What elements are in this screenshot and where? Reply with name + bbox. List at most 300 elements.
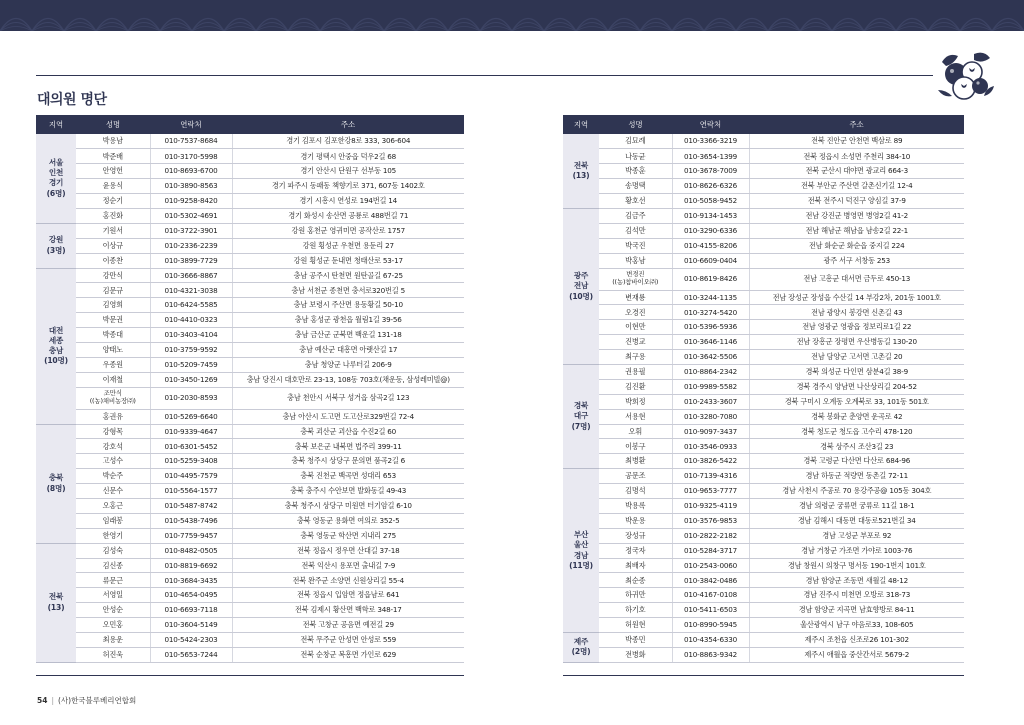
table-row <box>563 238 964 253</box>
address-cell: 경기 안산시 단원구 선부동 105 <box>232 164 464 179</box>
name-cell: 조만식 ((농)채비농장㈜) <box>76 387 150 409</box>
address-cell: 전남 담양군 고서면 고촌길 20 <box>749 350 964 365</box>
phone-cell: 010-3826-5422 <box>672 454 749 469</box>
phone-cell: 010-9258-8420 <box>150 194 232 209</box>
table-row <box>36 543 464 558</box>
table-row <box>563 379 964 394</box>
address-cell: 충남 보령시 주산면 용동황길 50-10 <box>232 298 464 313</box>
table-row <box>563 335 964 350</box>
name-cell: 최순종 <box>599 573 672 588</box>
phone-cell: 010-3450-1269 <box>150 372 232 387</box>
name-cell: 김석만 <box>599 223 672 238</box>
name-cell: 송명택 <box>599 179 672 194</box>
name-cell: 우종원 <box>76 357 150 372</box>
table-row <box>563 149 964 164</box>
address-cell: 충남 천안시 서북구 성거읍 삼곡2길 123 <box>232 387 464 409</box>
header-phone: 연락처 <box>150 115 232 134</box>
address-cell: 전북 무주군 안성면 안성로 559 <box>232 633 464 648</box>
name-cell: 박순주 <box>76 469 150 484</box>
region-cell: 서울 인천 경기 (6명) <box>36 134 76 223</box>
name-cell: 최용운 <box>76 633 150 648</box>
phone-cell: 010-5487-8742 <box>150 498 232 513</box>
name-cell: 홍진화 <box>76 208 150 223</box>
phone-cell: 010-5653-7244 <box>150 647 232 662</box>
phone-cell: 010-9653-7777 <box>672 484 749 499</box>
phone-cell: 010-5424-2303 <box>150 633 232 648</box>
table-row <box>563 454 964 469</box>
region-cell: 전북 (13) <box>36 543 76 662</box>
name-cell: 김영희 <box>76 298 150 313</box>
header-address: 주소 <box>232 115 464 134</box>
table-row <box>36 469 464 484</box>
delegate-table-left <box>36 115 464 663</box>
table-row <box>563 290 964 305</box>
header-name: 성명 <box>599 115 672 134</box>
name-cell: 이재철 <box>76 372 150 387</box>
phone-cell: 010-4155-8206 <box>672 238 749 253</box>
phone-cell: 010-3722-3901 <box>150 223 232 238</box>
footer-organization: (사)한국블루베리연합회 <box>57 696 137 705</box>
table-row <box>563 469 964 484</box>
phone-cell: 010-3759-9592 <box>150 342 232 357</box>
address-cell: 경남 고성군 부포로 92 <box>749 528 964 543</box>
phone-cell: 010-8819-6692 <box>150 558 232 573</box>
page-number: 54 <box>37 696 48 705</box>
table-body-left <box>36 134 464 662</box>
table-row <box>36 238 464 253</box>
address-cell: 경북 상주시 조산3길 23 <box>749 439 964 454</box>
address-cell: 충북 충주시 수안보면 발화동길 49-43 <box>232 484 464 499</box>
address-cell: 충남 청양군 나루터길 206-9 <box>232 357 464 372</box>
address-cell: 전북 익산시 용포면 출내길 7-9 <box>232 558 464 573</box>
table-row <box>563 513 964 528</box>
phone-cell: 010-8693-6700 <box>150 164 232 179</box>
address-cell: 충남 공주시 탄천면 원탄골길 67-25 <box>232 268 464 283</box>
phone-cell: 010-3890-8563 <box>150 179 232 194</box>
phone-cell: 010-7759-9457 <box>150 528 232 543</box>
name-cell: 공문조 <box>599 469 672 484</box>
table-row <box>36 409 464 424</box>
name-cell: 박운용 <box>599 513 672 528</box>
table-row <box>36 528 464 543</box>
phone-cell: 010-5411-6503 <box>672 603 749 618</box>
phone-cell: 010-4167-0108 <box>672 588 749 603</box>
address-cell: 전북 전주시 덕진구 양심길 37-9 <box>749 194 964 209</box>
table-row <box>36 268 464 283</box>
region-cell: 광주 전남 (10명) <box>563 208 599 364</box>
page-footer <box>37 695 136 706</box>
address-cell: 충북 청주시 상당구 미원면 터기암길 6-10 <box>232 498 464 513</box>
phone-cell: 010-3546-0933 <box>672 439 749 454</box>
table-row <box>563 498 964 513</box>
address-cell: 경남 김해시 대동면 대동로521번길 34 <box>749 513 964 528</box>
table-row <box>563 618 964 633</box>
phone-cell: 010-9097-3437 <box>672 424 749 439</box>
address-cell: 전북 순창군 복흥면 가인로 629 <box>232 647 464 662</box>
name-cell: 최배자 <box>599 558 672 573</box>
table-row <box>36 208 464 223</box>
name-cell: 강만식 <box>76 268 150 283</box>
name-cell: 김묘례 <box>599 134 672 149</box>
phone-cell: 010-6693-7118 <box>150 603 232 618</box>
table-row <box>563 528 964 543</box>
header-phone: 연락처 <box>672 115 749 134</box>
region-cell: 제주 (2명) <box>563 633 599 663</box>
table-row <box>563 543 964 558</box>
name-cell: 변재룡 <box>599 290 672 305</box>
table-row <box>563 424 964 439</box>
address-cell: 경남 거창군 가조면 가야로 1003-76 <box>749 543 964 558</box>
table-bottom-rule-right <box>563 675 964 676</box>
name-cell: 정순기 <box>76 194 150 209</box>
phone-cell: 010-2336-2239 <box>150 238 232 253</box>
address-cell: 경북 봉화군 춘양면 운곡로 42 <box>749 409 964 424</box>
address-cell: 경기 김포시 김포한강8로 333, 306-604 <box>232 134 464 149</box>
phone-cell: 010-8990-5945 <box>672 618 749 633</box>
name-cell: 박희정 <box>599 394 672 409</box>
table-row <box>36 484 464 499</box>
table-row <box>563 134 964 149</box>
name-cell: 이상규 <box>76 238 150 253</box>
address-cell: 경기 시흥시 연성로 194번길 14 <box>232 194 464 209</box>
name-cell: 박종훈 <box>599 164 672 179</box>
region-cell: 강원 (3명) <box>36 223 76 268</box>
address-cell: 전남 광양시 봉강면 신촌길 43 <box>749 305 964 320</box>
table-row <box>36 454 464 469</box>
table-row <box>563 439 964 454</box>
table-row <box>36 603 464 618</box>
table-body-right <box>563 134 964 662</box>
table-row <box>563 394 964 409</box>
name-cell: 강호석 <box>76 439 150 454</box>
address-cell: 경북 구미시 오계동 오계북로 33, 101동 501호 <box>749 394 964 409</box>
name-cell: 윤용식 <box>76 179 150 194</box>
address-cell: 전북 부안군 주산면 갈촌신기길 12-4 <box>749 179 964 194</box>
table-row <box>36 633 464 648</box>
name-cell: 변경진 ((농)참바이오㈜) <box>599 268 672 290</box>
address-cell: 경남 하동군 적량면 동촌길 72-11 <box>749 469 964 484</box>
table-row <box>36 179 464 194</box>
address-cell: 강원 홍천군 영귀미면 공작산로 1757 <box>232 223 464 238</box>
phone-cell: 010-2433-3607 <box>672 394 749 409</box>
table-row <box>563 223 964 238</box>
phone-cell: 010-3684-3435 <box>150 573 232 588</box>
address-cell: 경기 화성시 송산면 공룡로 488번길 71 <box>232 208 464 223</box>
table-row <box>36 357 464 372</box>
name-cell: 서영일 <box>76 588 150 603</box>
table-row <box>36 513 464 528</box>
name-cell: 김금주 <box>599 208 672 223</box>
address-cell: 전북 정읍시 정우면 산대길 37-18 <box>232 543 464 558</box>
phone-cell: 010-5302-4691 <box>150 208 232 223</box>
table-row <box>563 253 964 268</box>
name-cell: 하귀만 <box>599 588 672 603</box>
phone-cell: 010-8863-9342 <box>672 647 749 662</box>
name-cell: 박문권 <box>76 313 150 328</box>
footer-separator: | <box>51 696 54 705</box>
address-cell: 전북 진안군 안천면 백삼로 89 <box>749 134 964 149</box>
table-row <box>36 194 464 209</box>
phone-cell: 010-9989-5582 <box>672 379 749 394</box>
name-cell: 최병환 <box>599 454 672 469</box>
name-cell: 허진욱 <box>76 647 150 662</box>
phone-cell: 010-3244-1135 <box>672 290 749 305</box>
address-cell: 전북 고창군 공음면 예전길 29 <box>232 618 464 633</box>
name-cell: 이봉구 <box>599 439 672 454</box>
address-cell: 강원 횡성군 우천면 용둔리 27 <box>232 238 464 253</box>
phone-cell: 010-9134-1453 <box>672 208 749 223</box>
address-cell: 전북 김제시 황산면 백학로 348-17 <box>232 603 464 618</box>
address-cell: 충남 홍성군 광천읍 월림1길 39-56 <box>232 313 464 328</box>
table-row <box>36 387 464 409</box>
name-cell: 이현만 <box>599 320 672 335</box>
name-cell: 박종대 <box>76 328 150 343</box>
address-cell: 제주시 애월읍 중산간서로 5679-2 <box>749 647 964 662</box>
blueberry-logo-icon <box>934 44 996 106</box>
phone-cell: 010-9339-4647 <box>150 424 232 439</box>
table-row <box>36 253 464 268</box>
name-cell: 박준배 <box>76 149 150 164</box>
table-row <box>36 134 464 149</box>
header-region: 지역 <box>563 115 599 134</box>
phone-cell: 010-6301-5452 <box>150 439 232 454</box>
delegate-table-right <box>563 115 964 663</box>
header-address: 주소 <box>749 115 964 134</box>
table-row <box>563 409 964 424</box>
table-row <box>36 164 464 179</box>
name-cell: 박용록 <box>599 498 672 513</box>
table-header-row <box>563 115 964 134</box>
name-cell: 이종찬 <box>76 253 150 268</box>
phone-cell: 010-4321-3038 <box>150 283 232 298</box>
phone-cell: 010-3604-5149 <box>150 618 232 633</box>
name-cell: 오휘 <box>599 424 672 439</box>
phone-cell: 010-7139-4316 <box>672 469 749 484</box>
address-cell: 경북 의성군 다인면 삼분4길 38-9 <box>749 364 964 379</box>
address-cell: 경남 의령군 궁류면 궁류로 11길 18-1 <box>749 498 964 513</box>
table-row <box>563 573 964 588</box>
table-row <box>36 424 464 439</box>
phone-cell: 010-7537-8684 <box>150 134 232 149</box>
name-cell: 김진환 <box>599 379 672 394</box>
address-cell: 전북 정읍시 입암면 정읍남로 641 <box>232 588 464 603</box>
header-region: 지역 <box>36 115 76 134</box>
address-cell: 강원 횡성군 둔내면 청태산로 53-17 <box>232 253 464 268</box>
address-cell: 전남 영광군 영광읍 정보리로1길 22 <box>749 320 964 335</box>
name-cell: 권용필 <box>599 364 672 379</box>
name-cell: 류문근 <box>76 573 150 588</box>
table-row <box>563 603 964 618</box>
name-cell: 정국자 <box>599 543 672 558</box>
address-cell: 전남 장흥군 장평면 우산병동길 130-20 <box>749 335 964 350</box>
table-row <box>36 372 464 387</box>
name-cell: 한영기 <box>76 528 150 543</box>
phone-cell: 010-9325-4119 <box>672 498 749 513</box>
address-cell: 전남 해남군 해남읍 남송2길 22-1 <box>749 223 964 238</box>
phone-cell: 010-5564-1577 <box>150 484 232 499</box>
table-row <box>36 149 464 164</box>
name-cell: 임래봉 <box>76 513 150 528</box>
name-cell: 박국진 <box>599 238 672 253</box>
address-cell: 전북 완주군 소양면 신원상리길 55-4 <box>232 573 464 588</box>
address-cell: 충남 서천군 종천면 충서로320번길 5 <box>232 283 464 298</box>
phone-cell: 010-4410-0323 <box>150 313 232 328</box>
table-row <box>36 298 464 313</box>
region-cell: 전북 (13) <box>563 134 599 208</box>
name-cell: 박종민 <box>599 633 672 648</box>
region-cell: 충북 (8명) <box>36 424 76 543</box>
region-cell: 대전 세종 충남 (10명) <box>36 268 76 424</box>
address-cell: 울산광역시 남구 야음로33, 108-605 <box>749 618 964 633</box>
name-cell: 황호선 <box>599 194 672 209</box>
phone-cell: 010-3678-7009 <box>672 164 749 179</box>
address-cell: 전북 군산시 대야면 광교리 664-3 <box>749 164 964 179</box>
phone-cell: 010-3842-0486 <box>672 573 749 588</box>
phone-cell: 010-3899-7729 <box>150 253 232 268</box>
table-row <box>36 313 464 328</box>
address-cell: 전남 장성군 장성읍 수산길 14 부강2차, 201동 1001호 <box>749 290 964 305</box>
name-cell: 허원현 <box>599 618 672 633</box>
address-cell: 충북 괴산군 괴산읍 수진2길 60 <box>232 424 464 439</box>
table-row <box>36 498 464 513</box>
table-row <box>563 320 964 335</box>
name-cell: 오경진 <box>599 305 672 320</box>
name-cell: 고성수 <box>76 454 150 469</box>
name-cell: 박홍남 <box>599 253 672 268</box>
table-row <box>36 647 464 662</box>
phone-cell: 010-3280-7080 <box>672 409 749 424</box>
name-cell: 장성규 <box>599 528 672 543</box>
address-cell: 경기 평택시 안중읍 덕우2길 68 <box>232 149 464 164</box>
name-cell: 김성숙 <box>76 543 150 558</box>
phone-cell: 010-3642-5506 <box>672 350 749 365</box>
table-row <box>563 647 964 662</box>
table-bottom-rule-left <box>36 675 464 676</box>
phone-cell: 010-3654-1399 <box>672 149 749 164</box>
address-cell: 충북 영동군 용화면 여의로 352-5 <box>232 513 464 528</box>
name-cell: 서용현 <box>599 409 672 424</box>
address-cell: 충북 영동군 학산면 지내리 275 <box>232 528 464 543</box>
phone-cell: 010-8626-6326 <box>672 179 749 194</box>
phone-cell: 010-3646-1146 <box>672 335 749 350</box>
address-cell: 광주 서구 서창동 253 <box>749 253 964 268</box>
phone-cell: 010-5438-7496 <box>150 513 232 528</box>
table-row <box>563 164 964 179</box>
table-row <box>563 588 964 603</box>
table-row <box>36 328 464 343</box>
name-cell: 오홍근 <box>76 498 150 513</box>
address-cell: 경남 함양군 조동면 새월길 48-12 <box>749 573 964 588</box>
phone-cell: 010-5209-7459 <box>150 357 232 372</box>
address-cell: 경남 진주시 미천면 오방로 318-73 <box>749 588 964 603</box>
address-cell: 충북 보은군 내북면 법주리 399-11 <box>232 439 464 454</box>
phone-cell: 010-3290-6336 <box>672 223 749 238</box>
address-cell: 전남 고흥군 대서면 금두로 450-13 <box>749 268 964 290</box>
address-cell: 충남 예산군 대흥면 아랫산길 17 <box>232 342 464 357</box>
name-cell: 진병교 <box>599 335 672 350</box>
phone-cell: 010-8864-2342 <box>672 364 749 379</box>
address-cell: 전남 화순군 화순읍 중지길 224 <box>749 238 964 253</box>
address-cell: 경북 경주시 양남면 나산상리길 204-52 <box>749 379 964 394</box>
table-row <box>563 364 964 379</box>
phone-cell: 010-2543-0060 <box>672 558 749 573</box>
phone-cell: 010-2030-8593 <box>150 387 232 409</box>
phone-cell: 010-3576-9853 <box>672 513 749 528</box>
table-row <box>563 268 964 290</box>
name-cell: 신문수 <box>76 484 150 499</box>
phone-cell: 010-3403-4104 <box>150 328 232 343</box>
address-cell: 경남 창원시 의창구 명서동 190-1번지 101호 <box>749 558 964 573</box>
address-cell: 경북 청도군 청도읍 고수리 478-120 <box>749 424 964 439</box>
table-row <box>563 208 964 223</box>
phone-cell: 010-2822-2182 <box>672 528 749 543</box>
name-cell: 강형목 <box>76 424 150 439</box>
phone-cell: 010-3170-5998 <box>150 149 232 164</box>
table-row <box>563 350 964 365</box>
address-cell: 충남 당진시 대호만로 23-13, 108동 703호(채운동, 삼성레미빌@) <box>232 372 464 387</box>
address-cell: 경남 함양군 지곡면 남효향방로 84-11 <box>749 603 964 618</box>
phone-cell: 010-6609-0404 <box>672 253 749 268</box>
phone-cell: 010-5058-9452 <box>672 194 749 209</box>
table-row <box>563 558 964 573</box>
phone-cell: 010-5396-5936 <box>672 320 749 335</box>
region-cell: 경북 대구 (7명) <box>563 364 599 468</box>
name-cell: 나동균 <box>599 149 672 164</box>
address-cell: 경북 고령군 다산면 다산로 684-96 <box>749 454 964 469</box>
phone-cell: 010-3666-8867 <box>150 268 232 283</box>
name-cell: 양태노 <box>76 342 150 357</box>
page-title: 대의원 명단 <box>37 92 107 108</box>
phone-cell: 010-5269-6640 <box>150 409 232 424</box>
address-cell: 전남 강진군 병영면 병영2길 41-2 <box>749 208 964 223</box>
name-cell: 박용남 <box>76 134 150 149</box>
table-row <box>36 439 464 454</box>
table-row <box>36 283 464 298</box>
address-cell: 경기 파주시 동패동 책향기로 371, 607동 1402호 <box>232 179 464 194</box>
table-row <box>36 573 464 588</box>
phone-cell: 010-6424-5585 <box>150 298 232 313</box>
table-row <box>36 588 464 603</box>
table-row <box>563 194 964 209</box>
name-cell: 김명석 <box>599 484 672 499</box>
name-cell: 안성순 <box>76 603 150 618</box>
phone-cell: 010-4354-6330 <box>672 633 749 648</box>
phone-cell: 010-8482-0505 <box>150 543 232 558</box>
table-row <box>563 305 964 320</box>
table-row <box>36 558 464 573</box>
name-cell: 김문규 <box>76 283 150 298</box>
phone-cell: 010-4654-0495 <box>150 588 232 603</box>
address-cell: 경남 사천시 주공로 70 용강주공@ 105동 304호 <box>749 484 964 499</box>
address-cell: 충북 청주시 상당구 문의면 품곡2길 6 <box>232 454 464 469</box>
address-cell: 충남 금산군 군북면 백운길 131-18 <box>232 328 464 343</box>
phone-cell: 010-5259-3408 <box>150 454 232 469</box>
name-cell: 최구용 <box>599 350 672 365</box>
name-cell: 기원서 <box>76 223 150 238</box>
name-cell: 전병화 <box>599 647 672 662</box>
table-row <box>36 618 464 633</box>
phone-cell: 010-3366-3219 <box>672 134 749 149</box>
name-cell: 하기호 <box>599 603 672 618</box>
address-cell: 충남 아산시 도고면 도고산로329번길 72-4 <box>232 409 464 424</box>
address-cell: 제주시 조천읍 신조로26 101-302 <box>749 633 964 648</box>
region-cell: 부산 울산 경남 (11명) <box>563 469 599 633</box>
phone-cell: 010-3274-5420 <box>672 305 749 320</box>
name-cell: 오민홍 <box>76 618 150 633</box>
table-row <box>36 342 464 357</box>
table-row <box>36 223 464 238</box>
table-header-row <box>36 115 464 134</box>
